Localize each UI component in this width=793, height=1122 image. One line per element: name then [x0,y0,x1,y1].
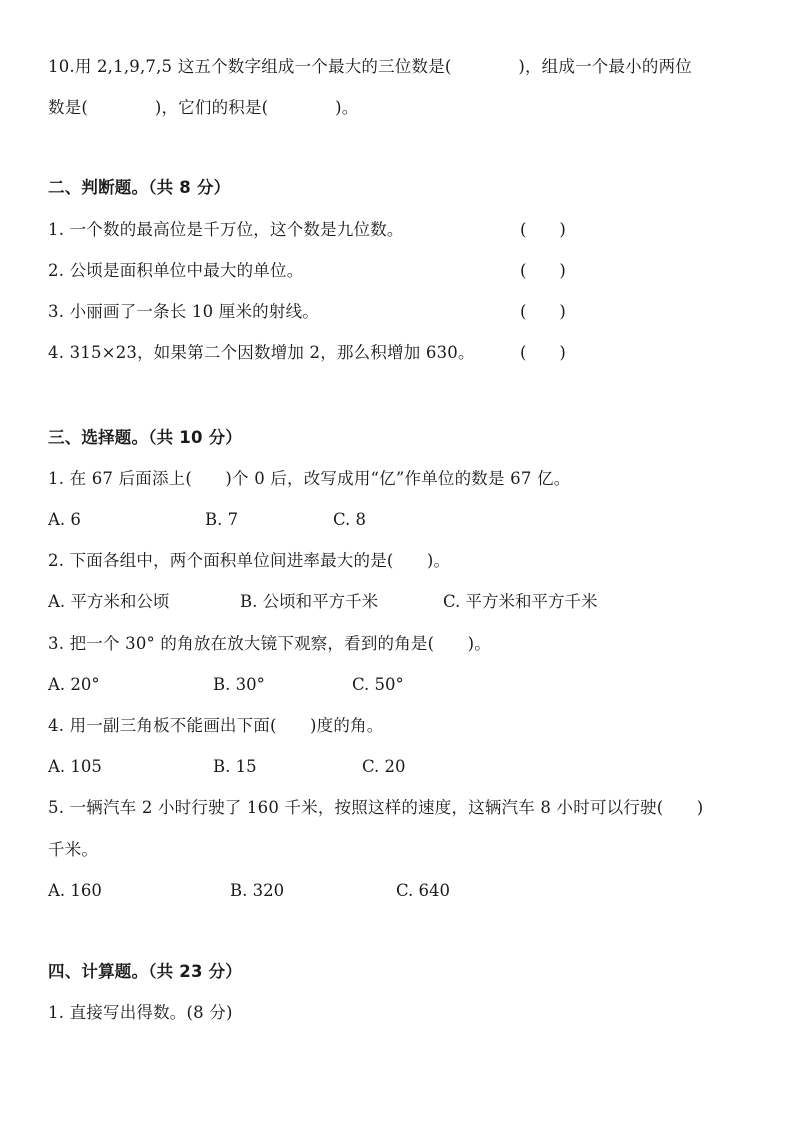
judge-answer-2[interactable]: ( ) [520,261,566,280]
choice-q5-line2: 千米。 [48,840,99,859]
choice-q3: 3. 把一个 30° 的角放在放大镜下观察，看到的角是( )。 [48,634,491,653]
choice-q5-option-c[interactable]: C. 640 [396,881,451,900]
judge-item-4: 4. 315×23，如果第二个因数增加 2，那么积增加 630。 [48,343,475,362]
calc-q1: 1. 直接写出得数。(8 分) [48,1003,233,1022]
choice-q1-option-c[interactable]: C. 8 [333,510,367,529]
judge-answer-1[interactable]: ( ) [520,220,566,239]
choice-q5-option-a[interactable]: A. 160 [48,881,102,900]
choice-q2-option-a[interactable]: A. 平方米和公顷 [48,592,170,611]
choice-q4-option-c[interactable]: C. 20 [362,757,406,776]
choice-q2: 2. 下面各组中，两个面积单位间进率最大的是( )。 [48,551,451,570]
choice-q5-option-b[interactable]: B. 320 [230,881,285,900]
choice-q2-option-c[interactable]: C. 平方米和平方千米 [443,592,598,611]
choice-q4-option-b[interactable]: B. 15 [213,757,257,776]
choice-q2-option-b[interactable]: B. 公顷和平方千米 [240,592,379,611]
choice-q5-line1: 5. 一辆汽车 2 小时行驶了 160 千米，按照这样的速度，这辆汽车 8 小时可以行驶( ) [48,798,704,817]
judge-item-2: 2. 公顷是面积单位中最大的单位。 [48,261,304,280]
choice-q1-option-a[interactable]: A. 6 [48,510,81,529]
q10-line1: 10.用 2,1,9,7,5 这五个数字组成一个最大的三位数是( )，组成一个最小的两位 [48,57,692,76]
judge-item-1: 1. 一个数的最高位是千万位，这个数是九位数。 [48,220,404,239]
q10-line2: 数是( )，它们的积是( )。 [48,98,359,117]
judge-item-3: 3. 小丽画了一条长 10 厘米的射线。 [48,302,319,321]
section4-title: 四、计算题。（共 23 分） [48,962,243,981]
choice-q1-option-b[interactable]: B. 7 [205,510,239,529]
choice-q3-option-a[interactable]: A. 20° [48,675,100,694]
choice-q1: 1. 在 67 后面添上( )个 0 后，改写成用“亿”作单位的数是 67 亿。 [48,469,571,488]
choice-q4-option-a[interactable]: A. 105 [48,757,102,776]
section2-title: 二、判断题。（共 8 分） [48,178,231,197]
judge-answer-4[interactable]: ( ) [520,343,566,362]
choice-q4: 4. 用一副三角板不能画出下面( )度的角。 [48,716,384,735]
section3-title: 三、选择题。（共 10 分） [48,428,243,447]
judge-answer-3[interactable]: ( ) [520,302,566,321]
choice-q3-option-b[interactable]: B. 30° [213,675,265,694]
choice-q3-option-c[interactable]: C. 50° [352,675,404,694]
